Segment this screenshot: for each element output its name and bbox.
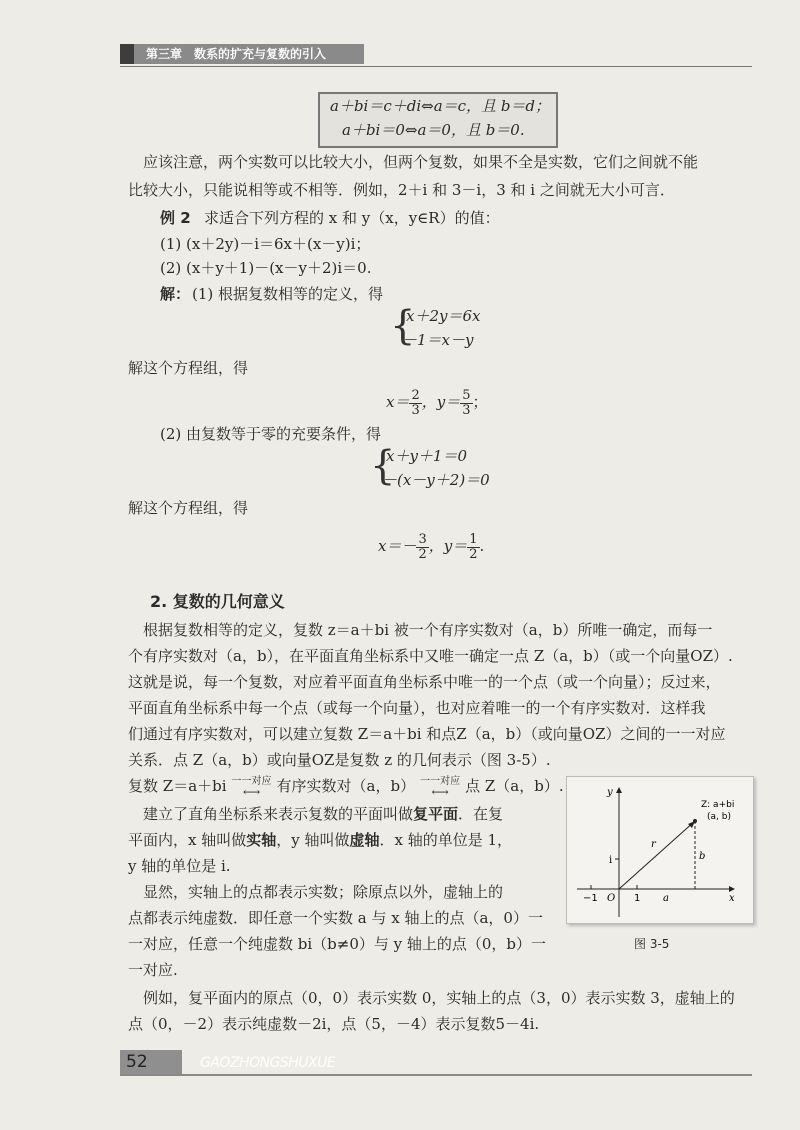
solution-label: 解： — [160, 285, 191, 303]
mapping-point: 点 Z（a，b）. — [465, 777, 564, 795]
section-line-10: 显然，实轴上的点都表示实数；除原点以外，虚轴上的 — [128, 883, 504, 901]
x-label: x — [729, 893, 735, 904]
box-line-1: a＋bi＝c＋di⇔a＝c，且 b＝d； — [330, 97, 551, 115]
mapping-complex: 复数 Z＝a＋bi — [128, 777, 227, 795]
mapping-pair: 有序实数对（a，b） — [276, 777, 416, 795]
note-line-1: 应该注意，两个实数可以比较大小，但两个复数，如果不全是实数，它们之间就不能 — [128, 153, 699, 171]
result-2-y-fraction: $\frac{1}{2}$ — [469, 531, 478, 562]
complex-plane-diagram — [567, 777, 753, 923]
solution-text: (1) 根据复数相等的定义，得 — [192, 285, 384, 303]
box-line-2: a＋bi＝0⇔a＝0，且 b＝0. — [342, 121, 525, 139]
result-1-x: x＝ — [386, 393, 410, 411]
section-line-2: 个有序实数对（a，b），在平面直角坐标系中又唯一确定一点 Z（a，b）（或一个向量OZ）. — [128, 647, 733, 665]
section-line-4: 平面直角坐标系中每一个点（或每一个向量），也对应着唯一的一个有序实数对．这样我 — [128, 699, 706, 717]
b-label: b — [699, 851, 706, 862]
system-2-eq-a: x＋y＋1＝0 — [386, 447, 468, 465]
system-2-brace: { — [370, 443, 396, 489]
section-line-11: 点都表示纯虚数．即任意一个实数 a 与 x 轴上的点（a，0）一 — [128, 909, 543, 927]
system-1-eq-a: x＋2y＝6x — [406, 307, 481, 325]
one-label: 1 — [634, 893, 641, 904]
result-2: x＝－ $\frac{3}{2}$ ，y＝ $\frac{1}{2}$ . — [378, 531, 485, 562]
vector-oz — [619, 821, 695, 889]
example-text: 求适合下列方程的 x 和 y（x，y∈R）的值： — [204, 209, 500, 227]
system-2-eq-b: －(x－y＋2)＝0 — [382, 471, 490, 489]
section-line-6: 关系．点 Z（a，b）或向量OZ是复数 z 的几何表示（图 3-5）. — [128, 751, 551, 769]
section-line-14: 例如，复平面内的原点（0，0）表示实数 0，实轴上的点（3，0）表示实数 3，虚轴上的 — [128, 989, 735, 1007]
result-1-y: ，y＝ — [421, 393, 461, 411]
r-label: r — [651, 839, 656, 850]
result-1: x＝ $\frac{2}{3}$ ，y＝ $\frac{5}{3}$ ； — [386, 387, 488, 418]
mapping-arrow-2: 一一对应 ⟷ — [420, 776, 461, 799]
result-2-x: x＝－ — [378, 537, 417, 555]
origin-label: O — [607, 893, 616, 904]
figure-caption: 图 3-5 — [634, 937, 670, 951]
section-line-1: 根据复数相等的定义，复数 z＝a＋bi 被一个有序实数对（a，b）所唯一确定，而每一 — [128, 621, 713, 639]
result-1-y-fraction: $\frac{5}{3}$ — [462, 387, 471, 418]
footer-rule — [120, 1074, 752, 1076]
mapping-arrow-1: 一一对应 ⟷ — [231, 776, 272, 799]
mapping-line — [128, 776, 564, 797]
note-line-2: 比较大小，只能说相等或不相等．例如，2＋i 和 3－i，3 和 i 之间就无大小可言． — [128, 181, 675, 199]
section-line-7: 建立了直角坐标系来表示复数的平面叫做复平面．在复 — [128, 805, 504, 823]
term-imaginary-axis: 虚轴 — [349, 831, 380, 849]
system-1-eq-b: －1＝x－y — [402, 331, 474, 349]
a-label: a — [663, 893, 669, 904]
y-axis-arrow-icon — [616, 787, 622, 793]
i-label: i — [609, 855, 613, 866]
result-2-y: ，y＝ — [428, 537, 468, 555]
part-2-text: (2) 由复数等于零的充要条件，得 — [160, 425, 382, 443]
x-axis-arrow-icon — [729, 886, 735, 892]
neg1-label: −1 — [583, 893, 598, 904]
section-title: 2. 复数的几何意义 — [150, 592, 285, 611]
page-number: 52 — [126, 1052, 148, 1072]
equation-2: (2) (x＋y＋1)－(x－y＋2)i＝0. — [160, 259, 372, 277]
section-line-12: 一对应，任意一个纯虚数 bi（b≠0）与 y 轴上的点（0，b）一 — [128, 935, 547, 953]
section-line-13: 一对应. — [128, 961, 178, 979]
result-2-x-fraction: $\frac{3}{2}$ — [418, 531, 427, 562]
term-real-axis: 实轴 — [246, 831, 277, 849]
solve-line-2: 解这个方程组，得 — [128, 499, 249, 517]
result-1-x-fraction: $\frac{2}{3}$ — [411, 387, 420, 418]
section-line-15: 点（0，－2）表示纯虚数－2i，点（5，－4）表示复数5－4i. — [128, 1015, 540, 1033]
system-1-brace: { — [390, 303, 416, 349]
point-label: Z: a+bi — [701, 800, 735, 810]
term-complex-plane: 复平面 — [413, 805, 459, 823]
series-name: GAOZHONGSHUXUE — [200, 1055, 336, 1071]
equation-1: (1) (x＋2y)－i＝6x＋(x－y)i； — [160, 235, 371, 253]
section-line-5: 们通过有序实数对，可以建立复数 Z＝a＋bi 和点Z（a，b）（或向量OZ）之间的一一对应 — [128, 725, 726, 743]
chapter-title: 第三章 数系的扩充与复数的引入 — [146, 47, 327, 61]
example-label: 例 2 — [160, 209, 191, 227]
solve-line-1: 解这个方程组，得 — [128, 359, 249, 377]
header-tab-marker — [120, 44, 134, 64]
figure-3-5 — [566, 776, 754, 924]
section-line-3: 这就是说，每一个复数，对应着平面直角坐标系中唯一的一个点（或一个向量）；反过来， — [128, 673, 721, 691]
y-label: y — [607, 787, 613, 798]
section-line-9: y 轴的单位是 i. — [128, 857, 231, 875]
header-rule — [120, 66, 752, 67]
point-coords: (a, b) — [707, 812, 731, 822]
point-z — [693, 819, 697, 823]
section-line-8: 平面内，x 轴叫做实轴，y 轴叫做虚轴．x 轴的单位是 1， — [128, 831, 513, 849]
